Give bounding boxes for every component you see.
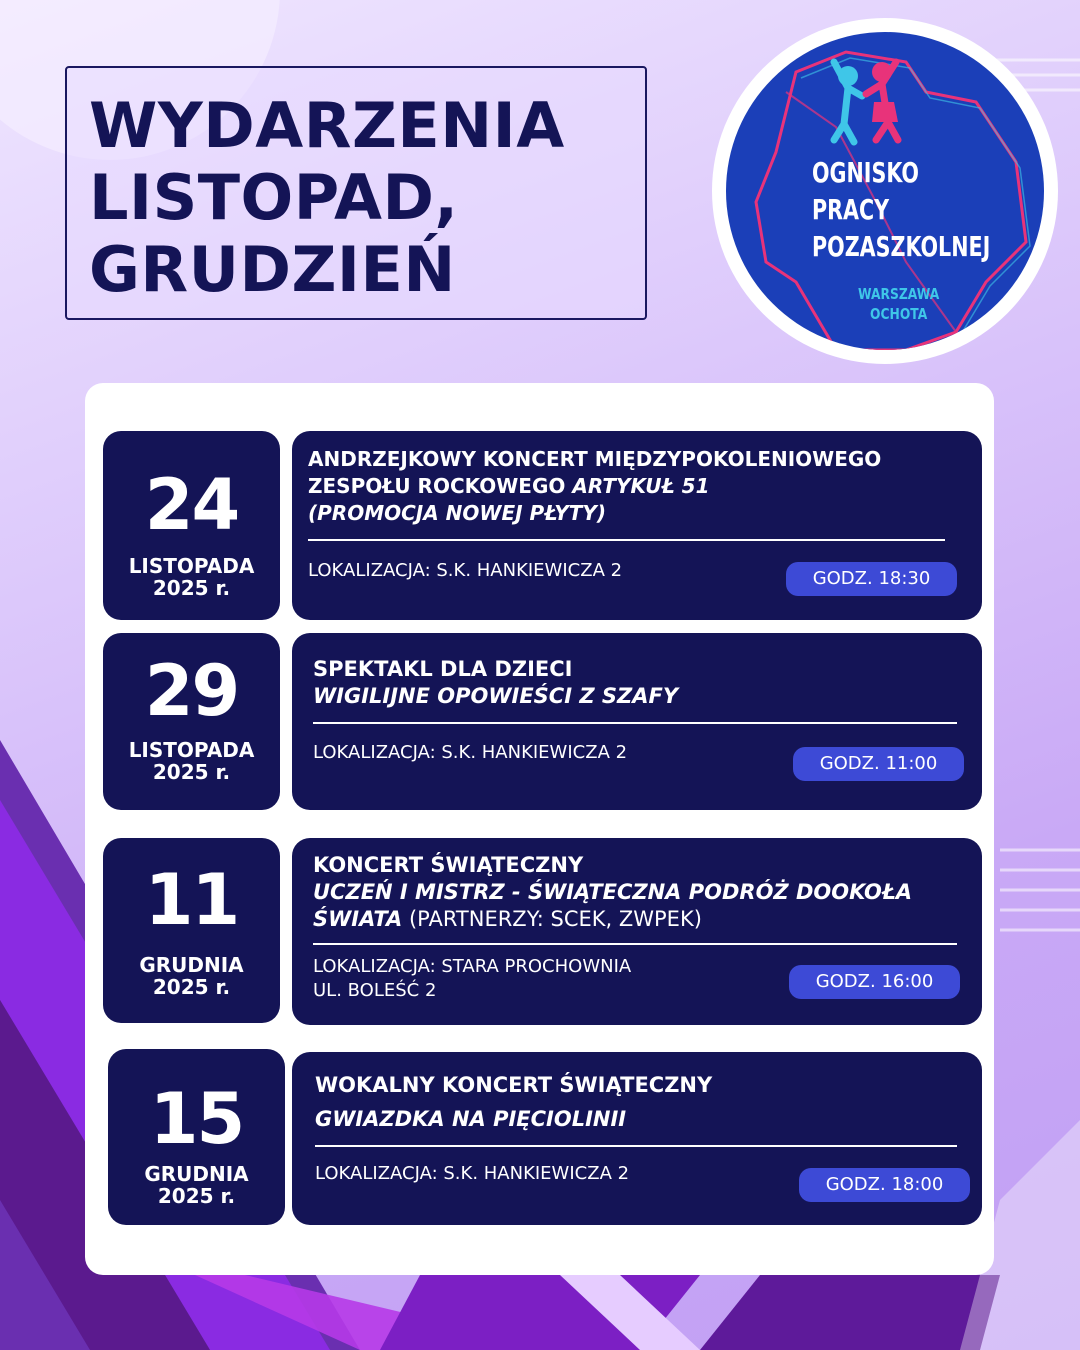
- event-title-segment: ŚWIATA: [313, 907, 403, 931]
- ognisko-logo: [712, 18, 1058, 364]
- event-title: [315, 1068, 712, 1136]
- logo-sub-line-2: OCHOTA: [870, 305, 928, 323]
- event-title-line: [313, 683, 678, 710]
- event-title-line: [313, 852, 912, 879]
- event-divider: [313, 722, 957, 724]
- event-month: GRUDNIA: [144, 1162, 249, 1186]
- event-title-segment: (PROMOCJA NOWEJ PŁYTY): [308, 501, 607, 525]
- event-time-badge: GODZ. 16:00: [789, 965, 960, 999]
- event-divider: [313, 943, 957, 945]
- event-title-line: [313, 656, 678, 683]
- event-title: [308, 446, 881, 527]
- event-divider: [308, 539, 945, 541]
- event-title: [313, 656, 678, 710]
- event-time-badge: GODZ. 18:30: [786, 562, 957, 596]
- event-time-badge: GODZ. 18:00: [799, 1168, 970, 1202]
- event-day: 15: [149, 1078, 244, 1160]
- event-title-line: [315, 1102, 712, 1136]
- event-title-segment: ANDRZEJKOWY KONCERT MIĘDZYPOKOLENIOWEGO: [308, 447, 882, 471]
- event-card: [292, 633, 982, 810]
- event-location-line: LOKALIZACJA: S.K. HANKIEWICZA 2: [308, 560, 623, 581]
- event-day: 29: [144, 650, 239, 732]
- event-title-line: [313, 906, 912, 933]
- event-day: 24: [144, 464, 239, 546]
- event-day: 11: [144, 859, 239, 941]
- event-title-line: [315, 1068, 712, 1102]
- event-title-segment: GWIAZDKA NA PIĘCIOLINII: [315, 1107, 627, 1131]
- event-title-line: [308, 500, 881, 527]
- event-location: [308, 559, 622, 583]
- event-title: [313, 852, 912, 933]
- event-year: 2025 r.: [152, 576, 231, 600]
- event-title-line: [308, 446, 881, 473]
- event-date-card: [103, 431, 280, 620]
- event-year: 2025 r.: [152, 975, 231, 999]
- logo-subtitle: [858, 284, 939, 324]
- event-card: [292, 431, 982, 620]
- logo-wordmark: [812, 154, 990, 265]
- event-title-segment: KONCERT ŚWIĄTECZNY: [313, 853, 584, 877]
- event-time-badge: GODZ. 11:00: [793, 747, 964, 781]
- event-month: LISTOPADA: [128, 554, 255, 578]
- event-title-segment: (PARTNERZY: SCEK, ZWPEK): [402, 907, 702, 931]
- event-title-line: [308, 473, 881, 500]
- event-month: LISTOPADA: [128, 738, 255, 762]
- logo-line-3: POZASZKOLNEJ: [812, 230, 991, 263]
- page-title-line-3: GRUDZIEŃ: [89, 233, 456, 306]
- event-title-segment: ARTYKUŁ 51: [572, 474, 710, 498]
- event-location: [315, 1162, 629, 1186]
- event-year: 2025 r.: [152, 760, 231, 784]
- page-title-box: [65, 66, 647, 320]
- event-title-segment: UCZEŃ I MISTRZ - ŚWIĄTECZNA PODRÓŻ DOOKOŁA: [313, 880, 913, 904]
- event-date-card: [103, 838, 280, 1023]
- event-location-line: UL. BOLEŚĆ 2: [313, 980, 437, 1001]
- event-title-segment: SPEKTAKL DLA DZIECI: [313, 657, 573, 681]
- event-card: [292, 838, 982, 1025]
- event-location: [313, 741, 627, 765]
- event-location-line: LOKALIZACJA: S.K. HANKIEWICZA 2: [315, 1163, 630, 1184]
- event-title-segment: ZESPOŁU ROCKOWEGO: [308, 474, 573, 498]
- event-year: 2025 r.: [157, 1184, 236, 1208]
- page-title-line-1: WYDARZENIA: [89, 89, 565, 162]
- event-card: [292, 1052, 982, 1225]
- event-title-segment: WOKALNY KONCERT ŚWIĄTECZNY: [315, 1073, 713, 1097]
- event-location-line: LOKALIZACJA: STARA PROCHOWNIA: [313, 956, 632, 977]
- page-title-line-2: LISTOPAD,: [89, 161, 459, 234]
- event-location: [313, 955, 631, 1003]
- event-divider: [315, 1145, 957, 1147]
- event-location-line: LOKALIZACJA: S.K. HANKIEWICZA 2: [313, 742, 628, 763]
- logo-sub-line-1: WARSZAWA: [858, 285, 940, 303]
- event-title-segment: WIGILIJNE OPOWIEŚCI Z SZAFY: [313, 684, 679, 708]
- event-month: GRUDNIA: [139, 953, 244, 977]
- logo-circle: [726, 32, 1044, 350]
- logo-line-1: OGNISKO: [812, 156, 919, 189]
- event-date-card: [103, 633, 280, 810]
- logo-line-2: PRACY: [812, 193, 890, 226]
- event-date-card: [108, 1049, 285, 1225]
- event-title-line: [313, 879, 912, 906]
